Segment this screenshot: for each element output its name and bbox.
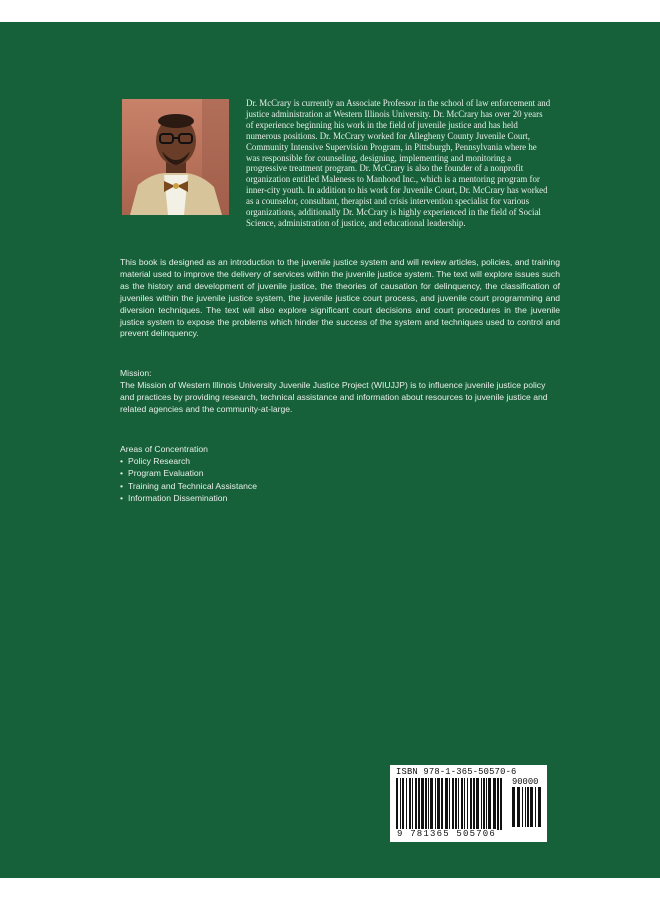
barcode-bar	[458, 778, 459, 830]
barcode-bar	[517, 787, 520, 827]
barcode-bar	[415, 778, 417, 830]
barcode-bar	[481, 778, 482, 830]
barcode-bar	[473, 778, 475, 830]
barcode-bar	[522, 787, 523, 827]
barcode-bar	[452, 778, 454, 830]
barcode-bar	[435, 778, 436, 830]
back-cover	[0, 22, 660, 878]
barcode-bar	[467, 778, 468, 830]
areas-title: Areas of Concentration	[120, 444, 208, 454]
author-bio: Dr. McCrary is currently an Associate Professor in the school of law enforcement and justice administration at Western Illinois University. Dr. McCrary has over 20 years of experience beginning his work in the field of juvenile justice and has held numerous positions. Dr. McCrary worked for Allegheny County Juvenile Court, Community Intensive Supervision Program, in Pittsburgh, Pennsylvania where he was responsible for counseling, designing, implementing and monitoring a progressive treatment program. Dr. McCrary is also the founder of a nonprofit organization entitled Maleness to Manhood Inc., which is a mentoring program for inner-city youth. In addition to his work for Juvenile Court, Dr. McCrary has worked as a counselor, consultant, therapist and crisis intervention specialist for various organizations, additionally Dr. McCrary is highly experienced in the field of Social Science, administration of justice, and educational leadership.	[246, 98, 551, 228]
barcode-bar	[428, 778, 429, 830]
barcode-bar	[486, 778, 487, 830]
list-item	[120, 492, 420, 504]
barcode-bar	[441, 778, 443, 830]
barcode-bar	[493, 778, 496, 830]
barcode-bar	[455, 778, 457, 830]
barcode-bar	[488, 778, 491, 830]
barcode-bar	[497, 778, 499, 830]
area-label: Program Evaluation	[128, 468, 204, 479]
barcode-bar	[512, 787, 515, 827]
barcode-bar	[538, 787, 541, 827]
barcode-bar	[437, 778, 440, 830]
area-label: Policy Research	[128, 456, 191, 467]
mission-label: Mission:	[120, 368, 152, 378]
barcode-bar	[535, 787, 536, 827]
barcode-bar	[500, 778, 502, 830]
barcode-digits: 9 781365 505706	[397, 829, 497, 839]
barcode-bar	[396, 778, 398, 830]
barcode-bar	[430, 778, 433, 830]
price-code: 90000	[512, 777, 539, 787]
barcode-bar	[418, 778, 420, 830]
area-label: Training and Technical Assistance	[128, 480, 257, 491]
barcode-bar	[406, 778, 407, 830]
mission-section	[120, 368, 560, 416]
area-label: Information Dissemination	[128, 492, 228, 503]
barcode-bar	[525, 787, 526, 827]
barcode-bar	[425, 778, 427, 830]
barcode-bar	[461, 778, 463, 830]
barcode-bar	[421, 778, 424, 830]
bullet-icon: •	[120, 456, 124, 467]
barcode-bar	[449, 778, 450, 830]
barcode-bar	[483, 778, 485, 830]
barcode-bar	[409, 778, 411, 830]
barcode-bar	[476, 778, 479, 830]
barcode-bar	[400, 778, 401, 830]
barcode-bar	[530, 787, 533, 827]
mission-text: The Mission of Western Illinois University Juvenile Justice Project (WIUJJP) is to influence juvenile justice policy and practices by providing research, technical assistance and information about resources to juvenile justice and related agencies and the community-at-large.	[120, 379, 548, 414]
barcode-bar	[527, 787, 529, 827]
book-description: This book is designed as an introduction to the juvenile justice system and will review articles, policies, and training material used to improve the delivery of services within the juvenile justice system. The text will explore issues such as the history and development of juvenile justice, the theories of causation for delinquency, the classification of juveniles within the juvenile justice system, the juvenile justice court process, and juvenile court programming and diversion techniques. The text will also explore significant court decisions and court procedures in the juvenile justice system to expose the problems which hinder the success of the system and techniques used to control and prevent delinquency.	[120, 257, 560, 339]
list-item	[120, 455, 420, 467]
barcode-bar	[412, 778, 413, 830]
bullet-icon: •	[120, 480, 124, 491]
bullet-icon: •	[120, 492, 124, 503]
isbn-barcode	[390, 765, 547, 842]
price-barcode-bars	[512, 787, 542, 839]
author-photo	[122, 99, 229, 215]
areas-list	[120, 455, 420, 504]
barcode-bar	[470, 778, 472, 830]
list-item	[120, 467, 420, 479]
barcode-bar	[402, 778, 404, 830]
isbn-label: ISBN 978-1-365-50570-6	[396, 767, 517, 777]
bullet-icon: •	[120, 468, 124, 479]
barcode-bar	[464, 778, 465, 830]
barcode-bars	[396, 778, 504, 830]
list-item	[120, 480, 420, 492]
areas-of-concentration	[120, 443, 420, 504]
barcode-bar	[445, 778, 448, 830]
